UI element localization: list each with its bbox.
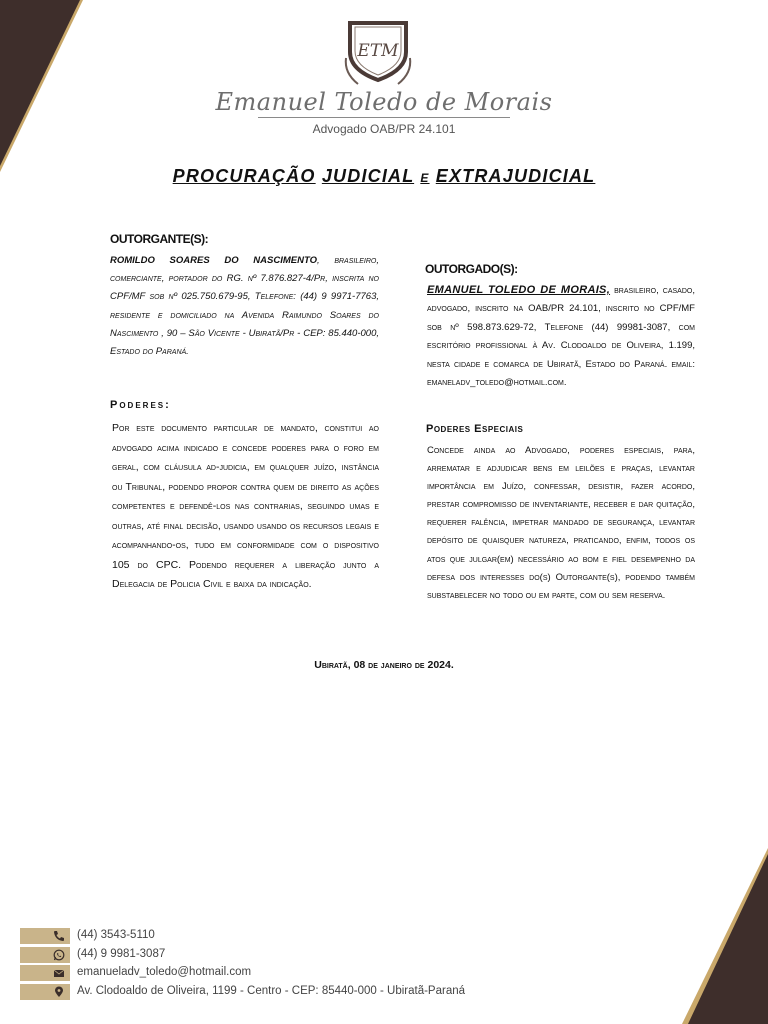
brand-name: Emanuel Toledo de Morais <box>215 88 553 116</box>
document-date: Ubiratã, 08 de janeiro de 2024. <box>314 659 454 671</box>
title-part-3: E <box>420 171 430 185</box>
corner-decoration-bottom-right <box>678 848 768 1024</box>
outorgado-paragraph <box>427 281 695 392</box>
outorgado-name: EMANUEL TOLEDO DE MORAIS, <box>427 284 611 296</box>
title-part-2: JUDICIAL <box>321 166 415 186</box>
outorgado-heading: OUTORGADO(S): <box>425 262 518 276</box>
brand-divider <box>258 117 510 118</box>
outorgado-details: brasileiro, casado, advogado, inscrito na OAB/PR 24.101, inscrito no CPF/MF sob nº 598.873.629-72, Telefone (44) 99981-3087, com escritório profissional à Av. Clodoaldo de Oliveira, 1.199, nesta cidade e comarca de Ubiratã, Estado do Paraná. email: emaneladv_toledo@hotmail.com. <box>427 285 695 389</box>
footer-email[interactable]: emanueladv_toledo@hotmail.com <box>77 966 252 978</box>
title-part-1: PROCURAÇÃO <box>172 166 316 186</box>
poderes-heading: Poderes: <box>110 399 171 411</box>
poderes-especiais-heading: Poderes Especiais <box>426 423 524 435</box>
document-title <box>0 166 768 187</box>
footer-phone[interactable]: (44) 3543-5110 <box>77 929 155 941</box>
monogram-logo <box>338 18 418 88</box>
footer-whatsapp[interactable]: (44) 9 9981-3087 <box>77 948 166 960</box>
phone-icon <box>20 928 70 944</box>
outorgante-details: , brasileiro, comerciante, portador do RG. nº 7.876.827-4/Pr, inscrita no CPF/MF sob nº 025.750.679-95, Telefone: (44) 9 9971-7763, residente e domiciliado na Avenida Raimundo Soares do Nascimento , 90 – São Vicente - Ubiratã/Pr - CEP: 85.440-000, Estado do Paraná. <box>110 255 379 358</box>
whatsapp-icon <box>20 947 70 963</box>
brand-subtitle: Advogado OAB/PR 24.101 <box>312 122 456 136</box>
mail-icon <box>20 965 70 981</box>
footer-address: Av. Clodoaldo de Oliveira, 1199 - Centro - CEP: 85440-000 - Ubiratã-Paraná <box>77 985 466 997</box>
outorgante-heading: OUTORGANTE(S): <box>110 232 209 246</box>
monogram-text: ETM <box>357 41 399 61</box>
location-pin-icon <box>20 984 70 1000</box>
title-part-4: EXTRAJUDICIAL <box>435 166 596 186</box>
poderes-paragraph: Por este documento particular de mandato, constitui ao advogado acima indicado e concede poderes para o foro em geral, com cláusula ad-judicia, em qualquer juízo, instância ou Tribunal, podendo propor contra quem de direito as ações competentes e defendê-los nas contrarias, seguindo umas e outras, até final decisão, usando usando os recursos legais e acompanhando-os, tudo em conformidade com o dispositivo 105 do CPC. Podendo requerer a liberação junto a Delegacia de Policia Civil e baixa da indicação. <box>112 422 379 590</box>
outorgante-paragraph <box>110 252 379 361</box>
poderes-especiais-paragraph: Concede ainda ao Advogado, poderes especiais, para, arrematar e adjudicar bens em leilões e praças, levantar importância em Juízo, confessar, desistir, fazer acordo, prestar compromisso de inventariante, receber e dar quitação, requerer falência, impetrar mandado de segurança, levantar depósito de quaisquer natureza, praticando, enfim, todos os atos que julgar(em) necessário ao bom e fiel desempenho da defesa dos interesses do(s) Outorgante(s), podendo também substabelecer no todo ou em parte, com ou sem reserva. <box>427 445 695 601</box>
outorgante-name: ROMILDO SOARES DO NASCIMENTO <box>110 255 317 266</box>
